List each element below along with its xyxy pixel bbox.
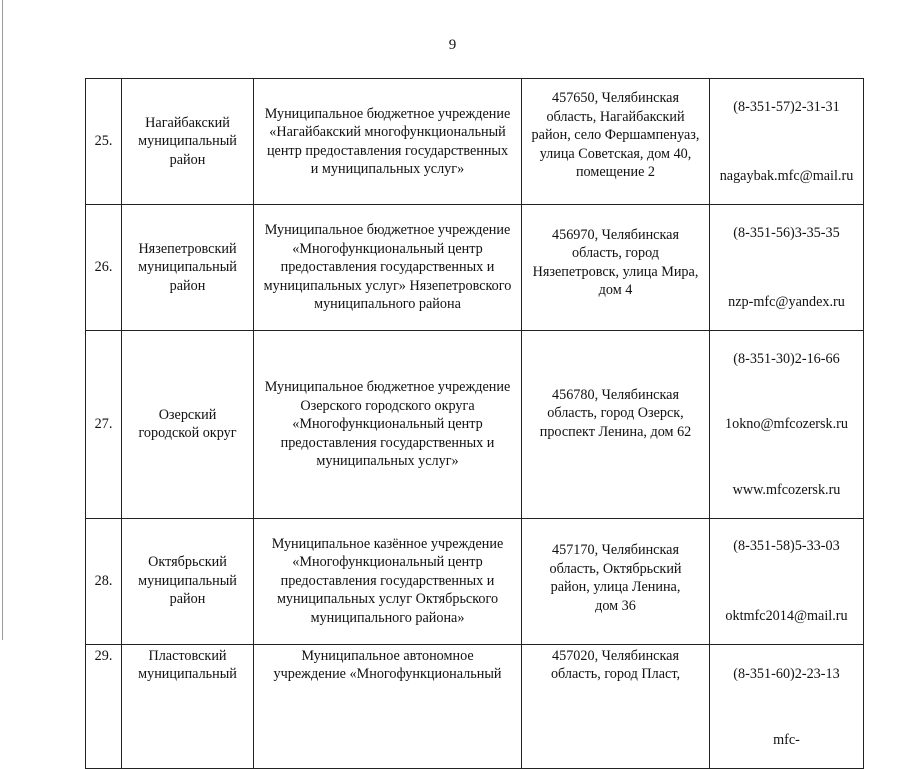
contact-spacer [713,574,860,588]
email-link[interactable]: nzp-mfc@yandex.ru [728,294,845,310]
contacts-cell [710,205,864,331]
district-cell: Пластовский муниципальный [122,644,254,768]
contacts-cell [710,79,864,205]
contacts-cell [710,644,864,768]
scan-left-edge [2,0,3,640]
contacts-cell [710,518,864,644]
phone-text: (8-351-57)2-31-31 [733,98,840,115]
table-row [86,644,864,768]
district-cell: Октябрьский муниципальный район [122,518,254,644]
website-link[interactable]: www.mfcozersk.ru [732,481,841,498]
table-row [86,79,864,205]
email-link[interactable]: 1okno@mfcozersk.ru [725,416,848,432]
organization-cell: Муниципальное бюджетное учреждение «Нагайбакский многофункциональный центр предоставления государственных и муниципальных услуг» [254,79,522,205]
district-cell: Нязепетровский муниципальный район [122,205,254,331]
contact-spacer [713,702,860,712]
organization-cell: Муниципальное бюджетное учреждение Озерского городского округа «Многофункциональный центр предоставления государственных и муниципальных услуг» [254,331,522,519]
row-number: 27. [86,331,122,519]
row-number: 25. [86,79,122,205]
organization-cell: Муниципальное автономное учреждение «Многофункциональный [254,644,522,768]
contact-spacer [713,261,860,275]
address-cell: 456970, Челябинская область, город Нязепетровск, улица Мира, дом 4 [522,205,710,331]
email-link[interactable]: mfc- [773,731,800,748]
mfc-table [85,78,864,769]
table-row [86,205,864,331]
row-number: 28. [86,518,122,644]
table-row [86,518,864,644]
row-number: 26. [86,205,122,331]
email-link[interactable]: nagaybak.mfc@mail.ru [719,168,854,184]
contact-spacer [713,452,860,462]
district-cell: Нагайбакский муниципальный район [122,79,254,205]
address-cell: 457020, Челябинская область, город Пласт, [522,644,710,768]
contact-spacer [713,135,860,149]
contact-spacer [713,387,860,397]
phone-text: (8-351-58)5-33-03 [733,538,840,554]
row-number: 29. [86,644,122,768]
district-cell: Озерский городской округ [122,331,254,519]
table-row [86,331,864,519]
phone-text: (8-351-60)2-23-13 [733,666,840,682]
address-cell: 457650, Челябинская область, Нагайбакский район, село Фершампенуаз, улица Советская, дом 40, помещение 2 [522,79,710,205]
address-cell: 456780, Челябинская область, город Озерск, проспект Ленина, дом 62 [522,331,710,519]
email-link[interactable]: oktmfc2014@mail.ru [725,607,848,624]
organization-cell: Муниципальное бюджетное учреждение «Многофункциональный центр предоставления государственных и муниципальных услуг» Нязепетровского муниципального района [254,205,522,331]
page-number: 9 [448,37,457,53]
contacts-cell [710,331,864,519]
phone-text: (8-351-56)3-35-35 [733,224,840,241]
organization-cell: Муниципальное казённое учреждение «Многофункциональный центр предоставления государственных и муниципальных услуг Октябрьского муниципального района» [254,518,522,644]
phone-text: (8-351-30)2-16-66 [733,350,840,367]
address-cell: 457170, Челябинская область, Октябрьский район, улица Ленина, дом 36 [522,518,710,644]
